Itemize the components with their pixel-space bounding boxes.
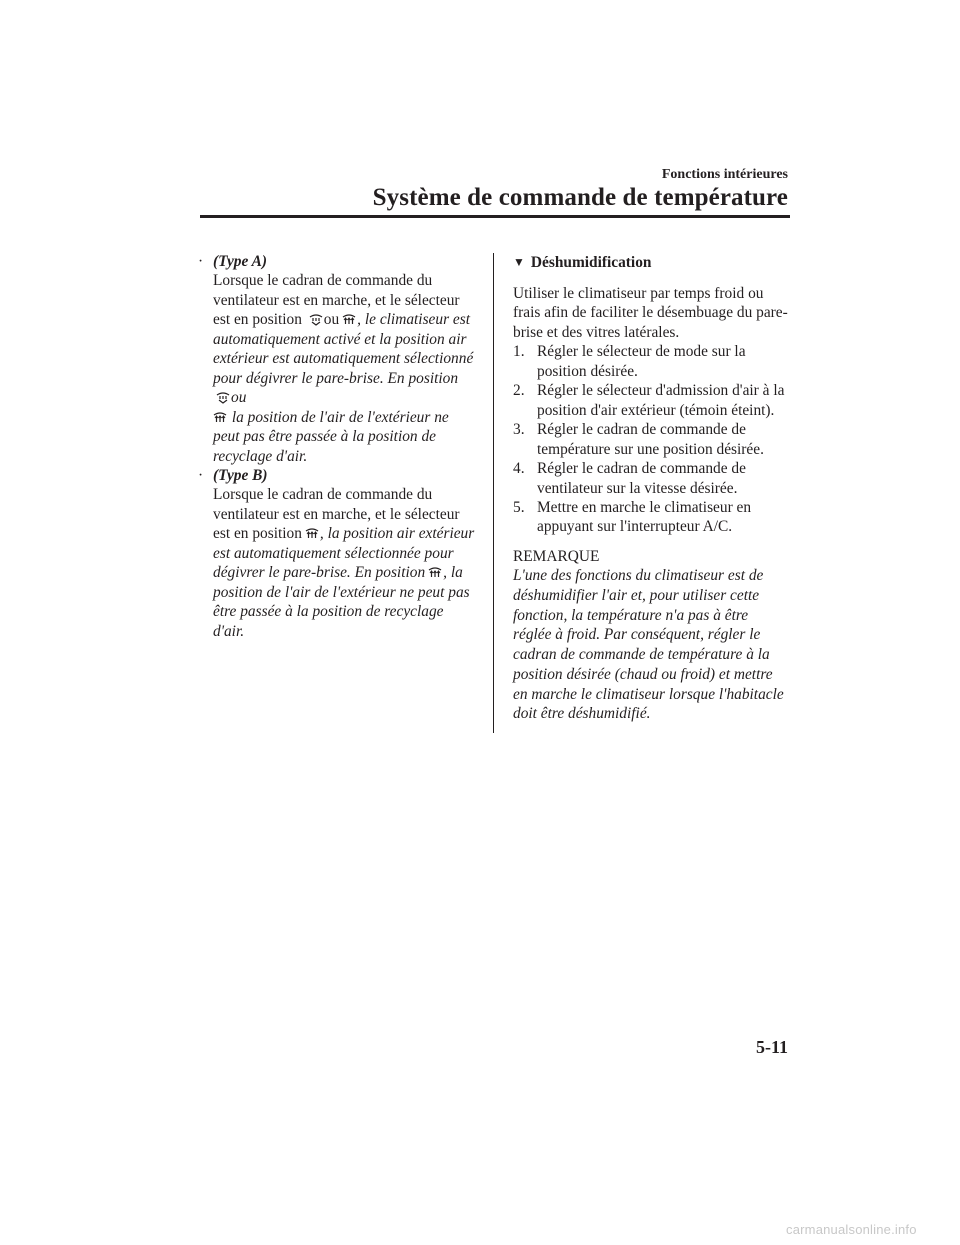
- bullet-dot: ·: [198, 253, 204, 270]
- list-item: 3. Régler le cadran de commande de température sur une position désirée.: [513, 421, 764, 458]
- type-b-text: Lorsque le cadran de commande du ventilateur est en marche, et le sélecteur est en position , la position air extérieur est automatiquement sélectionnée pour dégivrer le pare-brise. En position , la position de l'air de l'extérieur ne peut pas être passée à la position de recyclage d'air.: [213, 486, 475, 640]
- section-heading: ▼ Déshumidification: [513, 254, 652, 271]
- bullet-type-a: [197, 252, 477, 466]
- right-column: [513, 252, 790, 724]
- type-b-label: (Type B): [213, 466, 268, 484]
- header-section-label: Fonctions intérieures: [661, 167, 788, 182]
- page-title: Système de commande de température: [372, 184, 788, 211]
- type-a-label: (Type A): [213, 253, 267, 270]
- page-number: 5-11: [755, 1037, 788, 1057]
- defrost-icon: [428, 565, 442, 579]
- triangle-down-icon: ▼: [513, 255, 525, 269]
- intro-paragraph: Utiliser le climatiseur par temps froid ou frais afin de faciliter le désembuage du pare-brise et des vitres latérales.: [513, 285, 788, 341]
- note-heading: REMARQUE: [513, 547, 600, 565]
- list-item: 4. Régler le cadran de commande de ventilateur sur la vitesse désirée.: [513, 460, 746, 497]
- bullet-type-b: [197, 466, 477, 641]
- note-text: L'une des fonctions du climatiseur est de déshumidifier l'air et, pour utiliser cette fonction, la température n'a pas à être réglée à froid. Par conséquent, régler le cadran de commande de température à la position désirée (chaud ou froid) et mettre en marche le climatiseur lorsque l'habitacle doit être déshumidifié.: [513, 567, 784, 723]
- header-rule: [200, 215, 790, 218]
- list-item: 1. Régler le sélecteur de mode sur la position désirée.: [513, 343, 746, 380]
- steps-list: [513, 342, 790, 537]
- defrost-floor-icon: [216, 390, 230, 404]
- list-item: 2. Régler le sélecteur d'admission d'air à la position d'air extérieur (témoin éteint).: [513, 382, 785, 419]
- defrost-icon: [305, 526, 319, 540]
- defrost-icon: [213, 410, 227, 424]
- defrost-icon: [342, 312, 356, 326]
- footer-watermark: carmanualsonline.info: [786, 1222, 917, 1237]
- bullet-dot: ·: [198, 466, 204, 484]
- defrost-floor-icon: [309, 312, 323, 326]
- left-column: [197, 252, 477, 641]
- type-a-text: Lorsque le cadran de commande du ventilateur est en marche, et le sélecteur est en position ou , le climatiseur est automatiquement activé et la position air extérieur est automatiquement sélectionné pour dégivrer le pare-brise. En position ou la position de l'air de l'extérieur ne peut pas être passée à la position de recyclage d'air.: [213, 272, 474, 465]
- list-item: 5. Mettre en marche le climatiseur en appuyant sur l'interrupteur A/C.: [513, 498, 752, 536]
- column-divider: [493, 253, 494, 733]
